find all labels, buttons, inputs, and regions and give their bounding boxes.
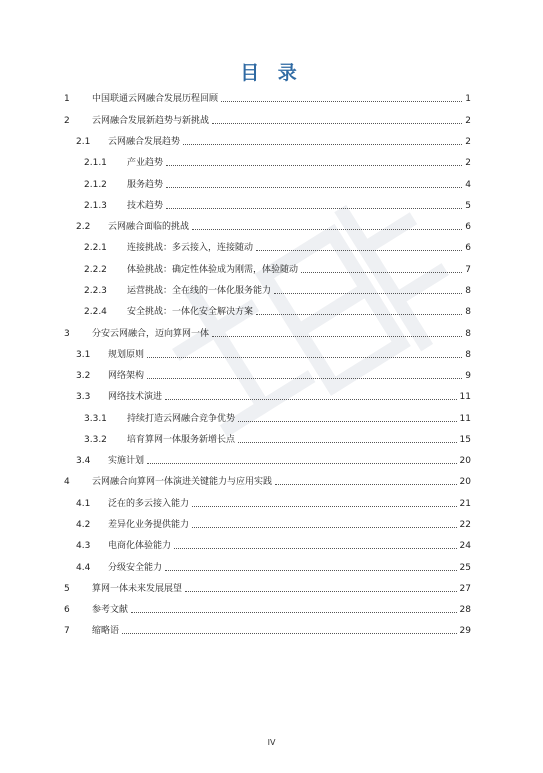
toc-entry[interactable]: [64, 112, 471, 126]
toc-entry-number: 2.2.3: [84, 286, 107, 296]
toc-entry-label: 分安云网融合，迈向算网一体: [92, 329, 210, 339]
toc-entry-label: 网络架构: [108, 371, 145, 381]
toc-entry-number: 3.3: [76, 392, 91, 402]
toc-entry-number: 7: [64, 626, 70, 636]
toc-entry-number: 3.2: [76, 371, 91, 381]
toc-entry-number: 2.2.4: [84, 307, 107, 317]
toc-leader-dots: [192, 505, 457, 507]
toc-entry-page: 29: [459, 626, 471, 636]
toc-entry-number: 2.1.3: [84, 201, 107, 211]
toc-leader-dots: [165, 398, 457, 400]
toc-entry[interactable]: [64, 622, 471, 636]
toc-entry-label: 云网融合面临的挑战: [108, 222, 190, 232]
toc-entry[interactable]: [64, 580, 471, 594]
toc-entry[interactable]: [64, 90, 471, 104]
toc-entry[interactable]: [64, 473, 471, 487]
toc-entry-label: 分级安全能力: [108, 563, 163, 573]
toc-entry[interactable]: [64, 431, 471, 445]
toc-leader-dots: [147, 462, 457, 464]
toc-entry-page: 9: [465, 371, 471, 381]
toc-entry-label: 体验挑战：确定性体验成为刚需，体验随动: [127, 265, 299, 275]
toc-leader-dots: [166, 207, 462, 209]
toc-leader-dots: [165, 569, 457, 571]
toc-entry-label: 运营挑战：全在线的一体化服务能力: [127, 286, 272, 296]
toc-entry-number: 5: [64, 584, 70, 594]
toc-entry[interactable]: [64, 559, 471, 573]
toc-entry-number: 1: [64, 94, 70, 104]
toc-entry-number: 2.2.2: [84, 265, 107, 275]
toc-entry-label: 安全挑战：一体化安全解决方案: [127, 307, 254, 317]
toc-entry[interactable]: [64, 239, 471, 253]
toc-entry-page: 6: [465, 243, 471, 253]
toc-entry-number: 4.4: [76, 563, 91, 573]
toc-entry-number: 2: [64, 116, 70, 126]
toc-entry-page: 7: [465, 265, 471, 275]
toc-entry-number: 3.4: [76, 456, 91, 466]
toc-entry-label: 电商化体验能力: [108, 541, 172, 551]
toc-entry-number: 2.2: [76, 222, 91, 232]
toc-entry[interactable]: [64, 388, 471, 402]
toc-entry[interactable]: [64, 601, 471, 615]
toc-entry-page: 25: [459, 563, 471, 573]
toc-entry[interactable]: [64, 410, 471, 424]
toc-title: 目 录: [240, 62, 303, 84]
toc-leader-dots: [212, 122, 462, 124]
toc-leader-dots: [122, 632, 457, 634]
toc-entry-page: 8: [465, 286, 471, 296]
toc-entry-label: 泛在的多云接入能力: [108, 499, 190, 509]
toc-entry-number: 4.2: [76, 520, 91, 530]
toc-entry[interactable]: [64, 176, 471, 190]
toc-entry[interactable]: [64, 282, 471, 296]
toc-leader-dots: [166, 186, 462, 188]
toc-entry[interactable]: [64, 325, 471, 339]
toc-entry-page: 2: [465, 116, 471, 126]
toc-entry-page: 2: [465, 137, 471, 147]
toc-entry-label: 连接挑战：多云接入，连接随动: [127, 243, 254, 253]
toc-leader-dots: [256, 249, 462, 251]
toc-entry-page: 15: [459, 435, 471, 445]
toc-leader-dots: [183, 143, 462, 145]
toc-entry[interactable]: [64, 303, 471, 317]
toc-leader-dots: [131, 611, 457, 613]
toc-entry-label: 技术趋势: [127, 201, 164, 211]
toc-entry-page: 8: [465, 307, 471, 317]
toc-entry-label: 云网融合发展新趋势与新挑战: [92, 116, 210, 126]
toc-entry-page: 24: [459, 541, 471, 551]
toc-entry-number: 3.1: [76, 350, 91, 360]
toc-entry-number: 2.1.1: [84, 158, 107, 168]
toc-leader-dots: [274, 292, 462, 294]
toc-entry-page: 6: [465, 222, 471, 232]
toc-entry-label: 规划原则: [108, 350, 145, 360]
toc-entry[interactable]: [64, 516, 471, 530]
toc-entry[interactable]: [64, 133, 471, 147]
toc-entry-page: 8: [465, 350, 471, 360]
toc-entry-page: 27: [459, 584, 471, 594]
toc-entry-number: 4: [64, 477, 70, 487]
toc-entry-page: 20: [459, 456, 471, 466]
toc-entry-label: 算网一体未来发展展望: [92, 584, 183, 594]
toc-entry[interactable]: [64, 154, 471, 168]
toc-leader-dots: [147, 356, 462, 358]
toc-entry-label: 持续打造云网融合竞争优势: [127, 414, 236, 424]
toc-entry-label: 培育算网一体服务新增长点: [127, 435, 236, 445]
toc-leader-dots: [212, 335, 462, 337]
toc-entry-label: 中国联通云网融合发展历程回顾: [92, 94, 219, 104]
toc-entry-page: 4: [465, 180, 471, 190]
toc-leader-dots: [256, 313, 462, 315]
toc-entry-label: 网络技术演进: [108, 392, 163, 402]
toc-entry-number: 4.3: [76, 541, 91, 551]
toc-leader-dots: [238, 420, 457, 422]
toc-entry-label: 云网融合发展趋势: [108, 137, 181, 147]
toc-entry-page: 8: [465, 329, 471, 339]
toc-entry-page: 20: [459, 477, 471, 487]
toc-entry[interactable]: [64, 452, 471, 466]
toc-entry[interactable]: [64, 367, 471, 381]
toc-entry-number: 2.1: [76, 137, 91, 147]
toc-entry-number: 2.1.2: [84, 180, 107, 190]
toc-entry[interactable]: [64, 537, 471, 551]
toc-entry-label: 实施计划: [108, 456, 145, 466]
toc-entry-page: 28: [459, 605, 471, 615]
toc-entry-label: 服务趋势: [127, 180, 164, 190]
toc-leader-dots: [185, 590, 457, 592]
toc-leader-dots: [166, 164, 462, 166]
toc-entry-number: 3.3.1: [84, 414, 107, 424]
toc-entry[interactable]: [64, 346, 471, 360]
toc-entry-page: 11: [459, 414, 471, 424]
toc-entry-label: 差异化业务提供能力: [108, 520, 190, 530]
toc-entry[interactable]: [64, 197, 471, 211]
toc-leader-dots: [192, 228, 462, 230]
toc-entry-page: 1: [465, 94, 471, 104]
toc-entry-page: 11: [459, 392, 471, 402]
toc-entry-number: 3: [64, 329, 70, 339]
toc-entry-number: 6: [64, 605, 70, 615]
toc-leader-dots: [221, 100, 462, 102]
toc-entry-label: 缩略语: [92, 626, 120, 636]
toc-entry-label: 产业趋势: [127, 158, 164, 168]
toc-leader-dots: [238, 441, 457, 443]
toc-entry-page: 5: [465, 201, 471, 211]
toc-entry-label: 参考文献: [92, 605, 129, 615]
toc-entry-page: 21: [459, 499, 471, 509]
toc-entry-label: 云网融合向算网一体演进关键能力与应用实践: [92, 477, 273, 487]
toc-leader-dots: [192, 526, 457, 528]
page-number: IV: [267, 738, 276, 747]
toc-entry-page: 2: [465, 158, 471, 168]
toc-entry-number: 4.1: [76, 499, 91, 509]
toc-leader-dots: [275, 483, 457, 485]
toc-entry[interactable]: [64, 495, 471, 509]
toc-leader-dots: [301, 271, 462, 273]
toc-entry[interactable]: [64, 218, 471, 232]
toc-entry-number: 3.3.2: [84, 435, 107, 445]
toc-leader-dots: [174, 547, 457, 549]
toc-entry[interactable]: [64, 261, 471, 275]
toc-leader-dots: [147, 377, 462, 379]
toc-entry-page: 22: [459, 520, 471, 530]
toc-entry-number: 2.2.1: [84, 243, 107, 253]
